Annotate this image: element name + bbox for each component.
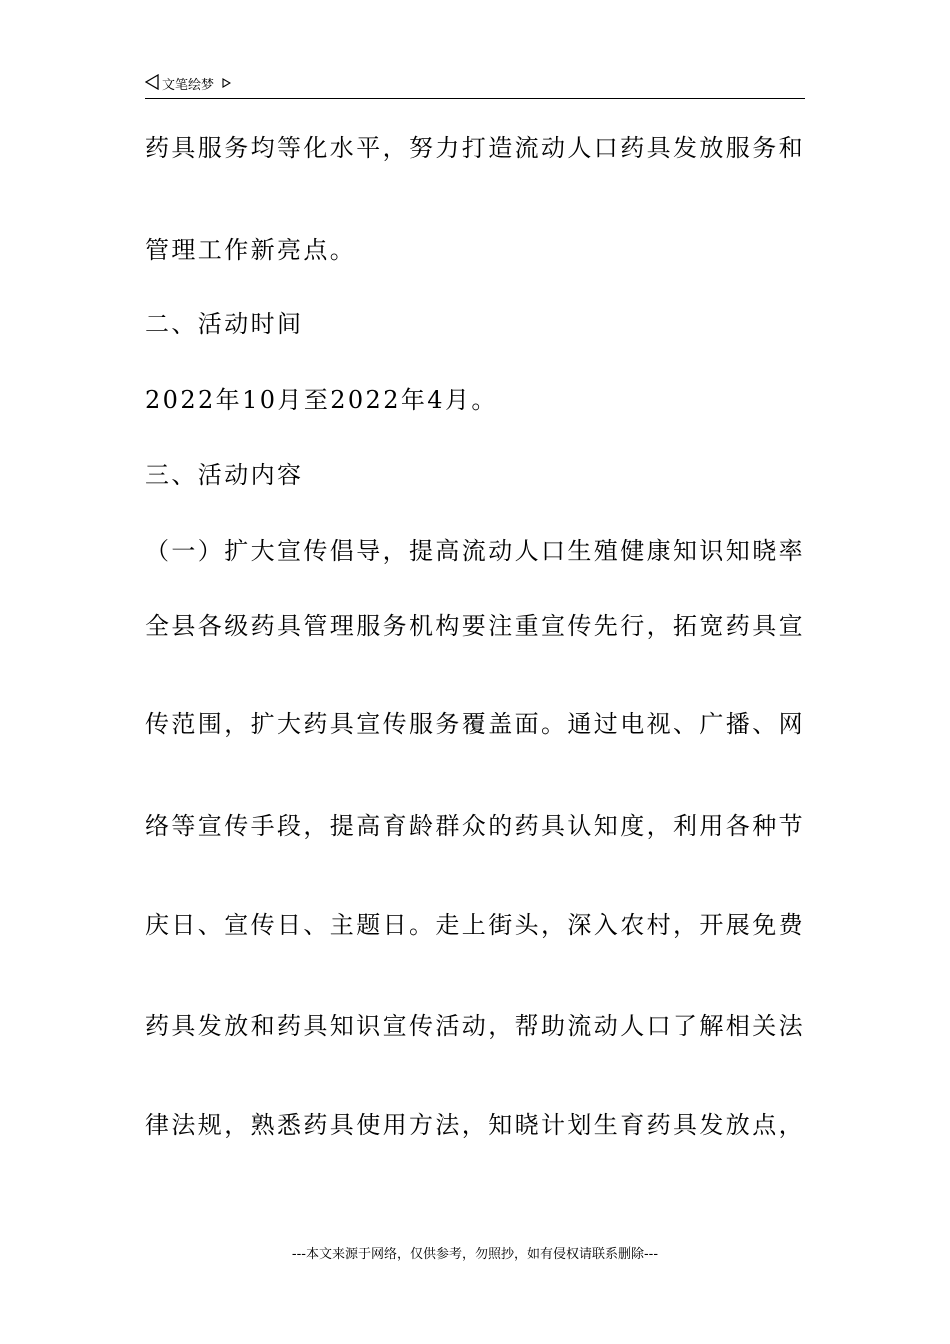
section-heading-content: 三、活动内容 (145, 461, 304, 489)
body-line-1: 药具服务均等化水平，努力打造流动人口药具发放服务和 (145, 134, 805, 162)
section-heading-time: 二、活动时间 (145, 310, 304, 338)
body-line-10: 庆日、宣传日、主题日。走上街头，深入农村，开展免费 (145, 911, 805, 939)
subsection-heading-1: （一）扩大宣传倡导，提高流动人口生殖健康知识知晓率 (145, 537, 805, 565)
header-brand-text: 文笔绘梦 (162, 78, 215, 93)
body-line-date: 2022年10月至2022年4月。 (145, 386, 498, 414)
body-line-7: 全县各级药具管理服务机构要注重宣传先行，拓宽药具宣 (145, 612, 805, 640)
page-header (145, 74, 805, 99)
header-brand (145, 74, 231, 98)
body-line-8: 传范围，扩大药具宣传服务覆盖面。通过电视、广播、网 (145, 710, 805, 738)
right-triangle-icon (222, 78, 231, 88)
left-triangle-icon (145, 74, 159, 98)
body-line-12: 律法规，熟悉药具使用方法，知晓计划生育药具发放点， (145, 1111, 805, 1139)
page-footer-notice: ---本文来源于网络，仅供参考，勿照抄，如有侵权请联系删除--- (291, 1247, 659, 1262)
body-line-2: 管理工作新亮点。 (145, 236, 357, 264)
body-line-11: 药具发放和药具知识宣传活动，帮助流动人口了解相关法 (145, 1012, 805, 1040)
body-line-9: 络等宣传手段，提高育龄群众的药具认知度，利用各种节 (145, 812, 805, 840)
